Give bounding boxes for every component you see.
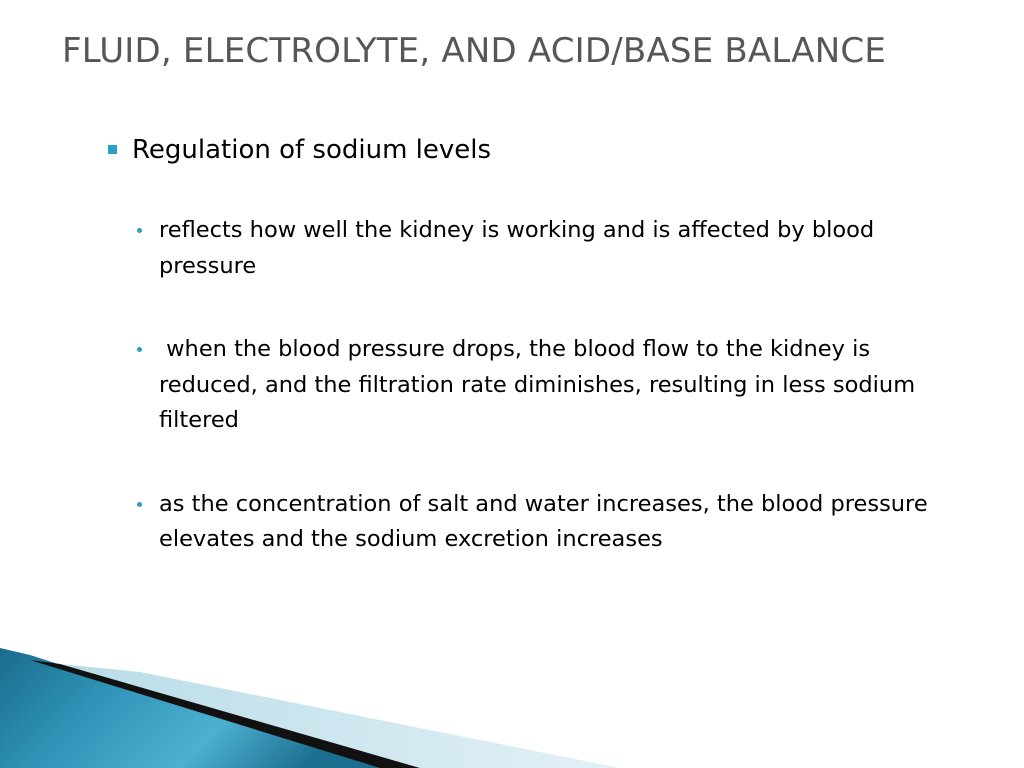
bullet-text: Regulation of sodium levels (132, 135, 492, 165)
sub-bullet-text: reflects how well the kidney is working and is affected by blood pressure (159, 217, 875, 279)
slide-title: FLUID, ELECTROLYTE, AND ACID/BASE BALANCE (62, 31, 887, 71)
sub-bullet-text: as the concentration of salt and water increases, the blood pressure elevates and the sodium excretion increases (159, 490, 928, 552)
sub-bullet-text: when the blood pressure drops, the blood flow to the kidney is reduced, and the filtration rate diminishes, resulting in less sodium filtered (159, 336, 923, 433)
